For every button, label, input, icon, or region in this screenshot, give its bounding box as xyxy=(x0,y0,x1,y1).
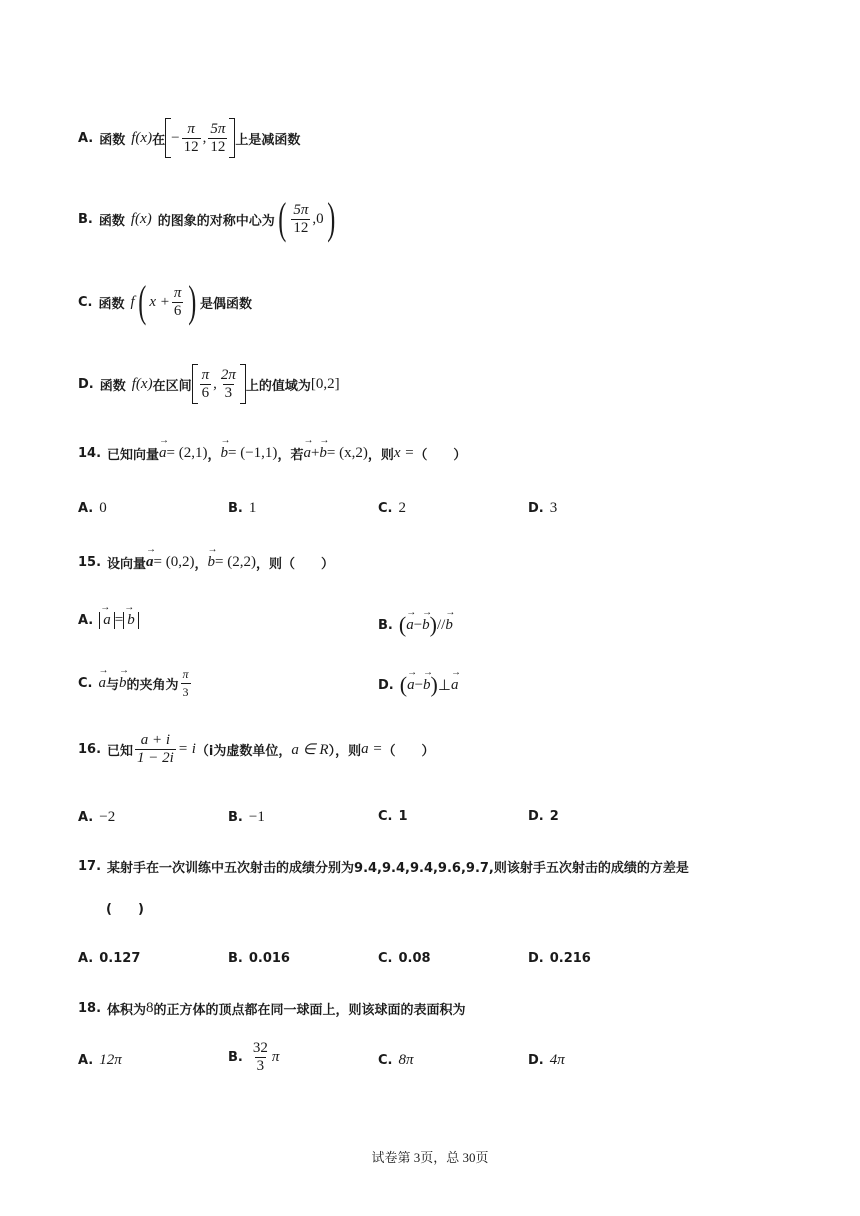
fraction xyxy=(200,367,212,402)
option-label: B. xyxy=(228,810,243,825)
vector-a: → a xyxy=(451,677,459,694)
fraction xyxy=(208,121,227,156)
option-value: 1 xyxy=(248,500,257,516)
frac-den: 6 xyxy=(173,302,182,319)
vector-b: → b xyxy=(423,677,431,694)
option-label: D. xyxy=(78,376,94,392)
frac-num: π xyxy=(173,284,182,301)
frac-den: 6 xyxy=(201,384,210,401)
frac-den: 3 xyxy=(224,384,233,401)
option-text: 的图象的对称中心为 xyxy=(157,213,275,229)
fraction xyxy=(219,367,238,402)
page-footer: 试卷第 3页，总 30页 xyxy=(371,1150,489,1165)
option-label: C. xyxy=(378,501,393,516)
q18-option-a xyxy=(78,1052,122,1069)
fraction xyxy=(291,202,310,237)
option-label: D. xyxy=(528,809,544,824)
math-expr: = i xyxy=(177,741,196,757)
vector-b: → b xyxy=(208,554,216,571)
frac-den: 12 xyxy=(293,219,309,236)
option-text: 与 xyxy=(105,678,119,693)
frac-num: π xyxy=(182,667,189,681)
frac-den: 12 xyxy=(210,138,226,155)
math-fx: f(x) xyxy=(131,375,153,392)
frac-num: 5π xyxy=(210,120,226,137)
math-x-plus: x + xyxy=(149,293,170,310)
q16-option-b xyxy=(228,809,265,826)
q13-option-d: D. 函数 f(x) 在区间 $\frac{\pi}{6}$ , $\frac{2\pi}{3}$ 上的值域为 [0,2] xyxy=(78,364,340,404)
vector-b: → b xyxy=(119,675,127,692)
question-text: ），则 xyxy=(328,744,362,759)
q16-option-a xyxy=(78,809,115,826)
q15-option-d: D. ( → a − → b ) ⊥ → a xyxy=(378,672,458,698)
option-text: 函数 xyxy=(98,296,125,312)
option-value: 0.08 xyxy=(398,951,431,966)
math-expr: a = xyxy=(361,741,383,757)
option-label: C. xyxy=(78,294,93,310)
option-text: 在 xyxy=(152,132,166,148)
math-expr: = (−1,1) xyxy=(228,445,278,461)
option-text: 上是减函数 xyxy=(235,132,301,148)
option-label: A. xyxy=(78,613,94,628)
minus-sign: − xyxy=(171,129,180,146)
q17-option-b xyxy=(228,951,290,966)
option-label: A. xyxy=(78,1053,94,1068)
q15-option-c xyxy=(78,666,193,701)
vector-a: → a xyxy=(406,617,414,634)
option-label: D. xyxy=(528,951,544,966)
vector-a: → a xyxy=(98,675,106,692)
option-value: 3 xyxy=(549,500,558,516)
option-value: 0.127 xyxy=(99,951,141,966)
option-label: C. xyxy=(78,676,93,691)
separator: ， xyxy=(207,448,221,463)
math-expr: = (2,2) xyxy=(215,554,256,570)
q18-stem xyxy=(78,999,466,1018)
option-label: C. xyxy=(378,809,393,824)
option-label: D. xyxy=(528,501,544,516)
option-text: 的夹角为 xyxy=(126,678,179,693)
question-text: 体积为 xyxy=(107,1003,147,1018)
vector-b: → b xyxy=(221,445,229,462)
vector-a: → a xyxy=(146,554,154,571)
left-paren: ( xyxy=(137,277,147,326)
option-value: 8π xyxy=(398,1052,414,1068)
option-label: C. xyxy=(378,951,393,966)
abs-vector-b: → b xyxy=(123,612,139,629)
option-label: B. xyxy=(378,617,393,633)
option-label: A. xyxy=(78,951,94,966)
option-value: −2 xyxy=(99,809,116,825)
option-label: A. xyxy=(78,501,94,516)
option-text: 函数 xyxy=(99,132,126,148)
question-text: 已知 xyxy=(107,744,134,759)
frac-num: π xyxy=(187,120,195,137)
q17-stem xyxy=(78,857,689,876)
math-f: f xyxy=(130,293,135,310)
option-label: A. xyxy=(78,810,94,825)
answer-blank: （ ） xyxy=(414,448,467,463)
fraction xyxy=(181,666,191,701)
vector-b: → b xyxy=(319,445,327,462)
math-expr: = (x,2) xyxy=(326,445,368,461)
math-expr: a ∈ R xyxy=(291,742,329,758)
vector-b: → b xyxy=(445,617,453,634)
option-value: 2 xyxy=(398,500,406,516)
q14-option-d xyxy=(528,500,557,517)
option-label: B. xyxy=(228,951,243,966)
q17-option-c xyxy=(378,951,431,966)
answer-blank: （ ） xyxy=(382,744,435,759)
fraction xyxy=(172,285,184,320)
q16-stem xyxy=(78,732,435,767)
frac-den: 3 xyxy=(256,1058,265,1074)
option-value: 0 xyxy=(99,500,107,516)
q17-option-d xyxy=(528,951,591,966)
q15-option-b: B. ( → a − → b ) // → b xyxy=(378,612,453,638)
frac-num: π xyxy=(201,366,210,383)
q16-option-d xyxy=(528,809,559,824)
math-expr: // xyxy=(436,616,446,633)
option-value: 4π xyxy=(549,1052,565,1068)
answer-blank: ( ) xyxy=(106,902,144,917)
q14-option-c xyxy=(378,500,406,517)
volume-value: 8 xyxy=(146,1000,154,1016)
option-label: C. xyxy=(378,1053,393,1068)
option-label: B. xyxy=(78,211,93,227)
frac-den: 1 − 2i xyxy=(137,750,174,766)
q14-stem: 14. 已知向量 → a = (2,1) ， → b = (−1,1) ，若 → a + → b = (x,2) ，则 x = （ ） xyxy=(78,444,466,463)
math-expr: x = xyxy=(393,445,415,461)
option-value: 0.216 xyxy=(549,951,591,966)
fraction xyxy=(251,1040,270,1075)
q16-option-c xyxy=(378,809,408,824)
option-label: B. xyxy=(228,501,243,516)
q13-option-b xyxy=(78,194,338,243)
fraction xyxy=(135,732,176,767)
option-label: D. xyxy=(528,1053,544,1068)
question-text: ，则 xyxy=(367,448,394,463)
abs-vector-a: → a xyxy=(99,612,115,629)
option-text: 上的值域为 xyxy=(245,378,311,394)
question-text: 的正方体的顶点都在同一球面上，则该球面的表面积为 xyxy=(153,1003,466,1018)
frac-num: 32 xyxy=(252,1040,268,1056)
q17-answer-blank xyxy=(106,898,144,917)
math-expr: = (0,2) xyxy=(153,554,195,570)
q13-option-a: A. 函数 f(x) 在 − $\frac{\pi}{12}$ , $\frac{5\pi}{12}$ 上是减函数 xyxy=(78,118,300,158)
vector-a: → a xyxy=(303,445,311,462)
question-number: 16. xyxy=(78,742,102,757)
math-tail: ,0 xyxy=(312,210,324,227)
q15-stem xyxy=(78,553,334,572)
q13-option-c xyxy=(78,277,253,326)
frac-num: 2π xyxy=(220,366,236,383)
question-number: 14. xyxy=(78,446,102,461)
option-label: A. xyxy=(78,130,94,146)
question-text: （i为虚数单位， xyxy=(195,744,292,759)
separator: ， xyxy=(194,557,208,572)
frac-num: 5π xyxy=(293,201,309,218)
math-fx: f(x) xyxy=(131,129,153,146)
right-paren: ) xyxy=(188,277,197,326)
option-text: 在区间 xyxy=(152,378,192,394)
q14-option-a xyxy=(78,500,107,517)
question-text: 设向量 xyxy=(107,557,147,572)
frac-den: 12 xyxy=(183,138,199,155)
question-number: 15. xyxy=(78,555,102,570)
option-value: −1 xyxy=(248,809,265,825)
frac-num: a + i xyxy=(140,732,171,748)
vector-a: → a xyxy=(407,677,415,694)
question-text: ，若 xyxy=(277,448,304,463)
q18-option-c xyxy=(378,1052,414,1069)
frac-den: 3 xyxy=(182,685,189,699)
math-expr: = (2,1) xyxy=(166,445,208,461)
left-paren: ( xyxy=(278,194,287,243)
option-label: B. xyxy=(228,1050,243,1065)
math-fx: f(x) xyxy=(130,210,152,227)
option-text: 是偶函数 xyxy=(200,296,253,312)
option-value: 1 xyxy=(398,809,408,824)
left-bracket xyxy=(192,364,198,404)
option-value: 2 xyxy=(549,809,559,824)
q15-option-a xyxy=(78,612,139,629)
math-expr: = xyxy=(114,612,124,628)
option-label: D. xyxy=(378,677,394,693)
math-expr: ⊥ xyxy=(437,677,451,694)
option-value: 0.016 xyxy=(248,951,290,966)
question-text: ，则（ ） xyxy=(255,557,334,572)
q18-option-d xyxy=(528,1052,565,1069)
option-text: 函数 xyxy=(98,213,125,229)
option-value: π xyxy=(271,1049,280,1065)
question-text: 已知向量 xyxy=(107,448,160,463)
option-text: 函数 xyxy=(99,378,126,394)
q14-option-b xyxy=(228,500,256,517)
q18-option-b xyxy=(228,1040,279,1075)
vector-a: → a xyxy=(159,445,167,462)
question-number: 18. xyxy=(78,1001,102,1016)
question-text: 某射手在一次训练中五次射击的成绩分别为9.4,9.4,9.4,9.6,9.7,则该射手五次射击的成绩的方差是 xyxy=(107,861,689,876)
q17-option-a xyxy=(78,951,140,966)
option-value: 12π xyxy=(99,1052,122,1068)
range-value: [0,2] xyxy=(310,375,340,392)
fraction xyxy=(182,121,201,156)
right-paren: ) xyxy=(326,194,335,243)
question-number: 17. xyxy=(78,859,102,874)
vector-b: → b xyxy=(422,617,430,634)
